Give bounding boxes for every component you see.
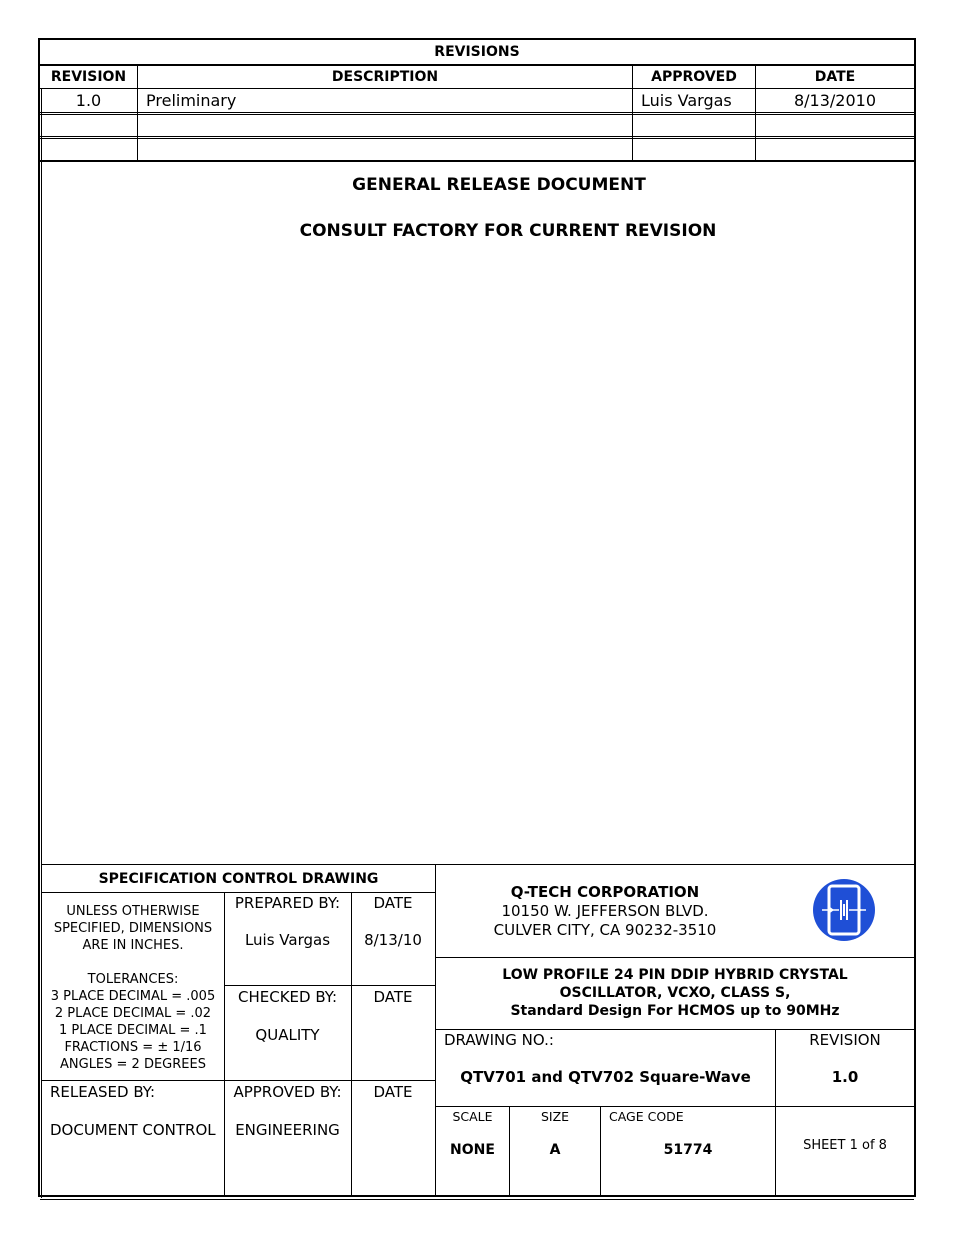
prepared-date-value: 8/13/10	[364, 931, 422, 949]
released-by-value: DOCUMENT CONTROL	[50, 1121, 216, 1139]
company-address-2: CULVER CITY, CA 90232-3510	[493, 921, 717, 939]
tolerances-note: TOLERANCES: 3 PLACE DECIMAL = .005 2 PLACE DECIMAL = .02 1 PLACE DECIMAL = .1 FRACTIONS = ± 1/16 ANGLES = 2 DEGREES	[50, 972, 216, 1072]
prepared-date-label: DATE	[373, 894, 413, 912]
revision-value: 1.0	[831, 1068, 859, 1086]
table-row	[40, 136, 914, 137]
date-col-header: DATE	[814, 69, 856, 85]
approved-date-label: DATE	[373, 1083, 413, 1101]
approved-col-header: APPROVED	[651, 69, 737, 85]
cage-code-label: CAGE CODE	[609, 1109, 684, 1124]
checked-date-label: DATE	[373, 988, 413, 1006]
approved-by-label: APPROVED BY:	[233, 1083, 342, 1101]
company-name: Q-TECH CORPORATION	[510, 883, 700, 901]
description-cell: Preliminary	[146, 91, 237, 110]
revisions-title: REVISIONS	[434, 44, 520, 60]
product-title: LOW PROFILE 24 PIN DDIP HYBRID CRYSTAL OSCILLATOR, VCXO, CLASS S, Standard Design For HCMOS up to 90MHz	[502, 967, 848, 1019]
scale-label: SCALE	[452, 1109, 493, 1124]
approved-by-value: ENGINEERING	[235, 1121, 340, 1139]
drawing-no-label: DRAWING NO.:	[444, 1031, 554, 1049]
sheet-number: SHEET 1 of 8	[803, 1138, 887, 1153]
size-label: SIZE	[540, 1109, 570, 1124]
revision-col-header: REVISION	[50, 69, 127, 85]
cage-code-value: 51774	[663, 1142, 713, 1158]
dimensions-note: UNLESS OTHERWISE SPECIFIED, DIMENSIONS ARE IN INCHES.	[53, 904, 213, 953]
date-cell: 8/13/2010	[793, 91, 877, 110]
consult-factory-notice: CONSULT FACTORY FOR CURRENT REVISION	[299, 221, 717, 241]
company-address-1: 10150 W. JEFFERSON BLVD.	[501, 902, 709, 920]
checked-by-value: QUALITY	[255, 1026, 320, 1044]
size-value: A	[549, 1142, 561, 1158]
revision-cell: 1.0	[75, 91, 102, 110]
drawing-number: QTV701 and QTV702 Square-Wave	[460, 1068, 751, 1086]
revision-label: REVISION	[809, 1031, 881, 1049]
description-col-header: DESCRIPTION	[331, 69, 439, 85]
prepared-by-value: Luis Vargas	[244, 931, 331, 949]
scale-value: NONE	[450, 1142, 495, 1158]
checked-by-label: CHECKED BY:	[237, 988, 338, 1006]
released-by-label: RELEASED BY:	[50, 1083, 156, 1101]
approved-cell: Luis Vargas	[641, 91, 732, 110]
spec-control-title: SPECIFICATION CONTROL DRAWING	[98, 871, 379, 887]
table-row	[40, 160, 914, 162]
general-release-notice: GENERAL RELEASE DOCUMENT	[352, 175, 646, 195]
frame-bottom-rule	[40, 1199, 914, 1200]
prepared-by-label: PREPARED BY:	[234, 894, 341, 912]
crystal-oscillator-logo-icon	[812, 878, 876, 942]
